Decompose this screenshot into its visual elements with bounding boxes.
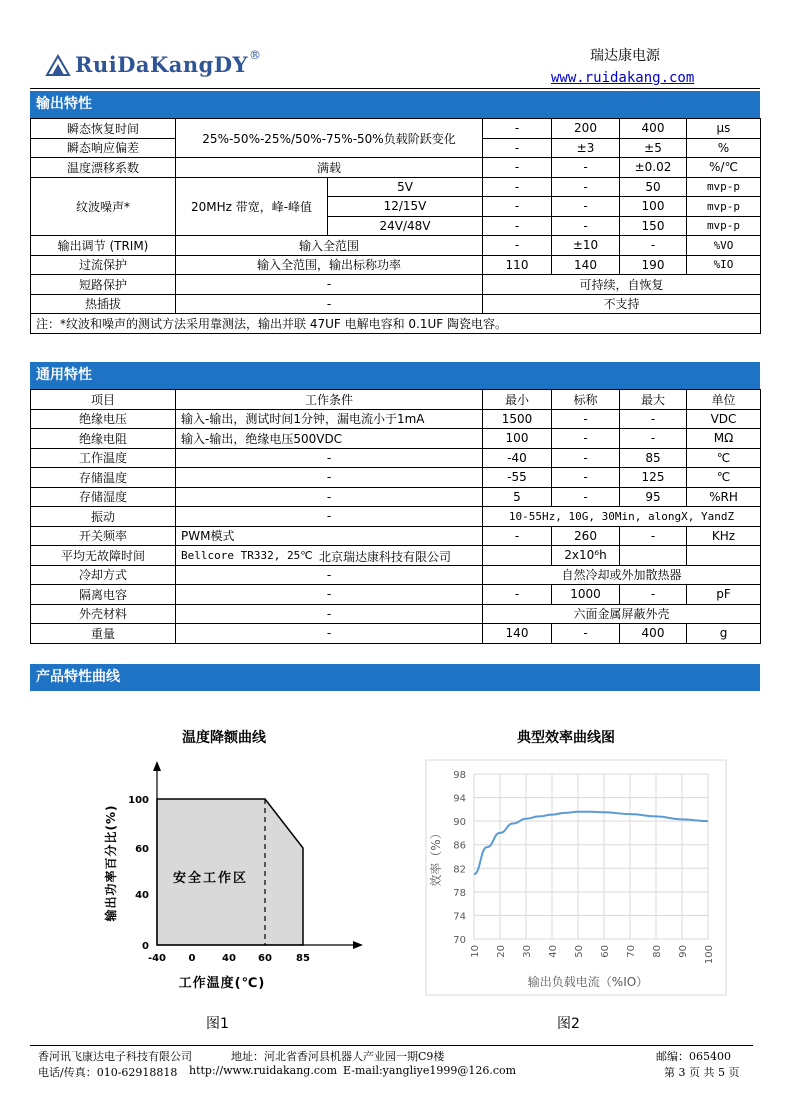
chart-frame bbox=[426, 760, 726, 995]
y-tick-label: 90 bbox=[453, 817, 466, 829]
footer-divider bbox=[30, 1045, 753, 1046]
x-tick-label: 0 bbox=[188, 953, 196, 964]
logo-triangle-icon bbox=[45, 54, 71, 76]
table-row: 瞬态响应偏差 - ±3 ±5 % bbox=[31, 138, 761, 158]
footer-page-number: 第 3 页 共 5 页 bbox=[664, 1066, 740, 1079]
y-tick-label: 82 bbox=[453, 864, 466, 876]
table-row: 存储温度 - -55 - 125 ℃ bbox=[31, 468, 761, 488]
table-row: 绝缘电阻 输入-输出，绝缘电压500VDC 100 - - MΩ bbox=[31, 429, 761, 449]
table-row: 冷却方式 - 自然冷却或外加散热器 bbox=[31, 565, 761, 585]
table-row: 重量 - 140 - 400 g bbox=[31, 624, 761, 644]
table-row: 温度漂移系数 满载 - - ±0.02 %/℃ bbox=[31, 158, 761, 178]
y-tick-label: 98 bbox=[453, 770, 466, 781]
efficiency-x-axis-label: 输出负载电流（%IO） bbox=[527, 975, 649, 989]
y-tick-label: 40 bbox=[135, 890, 149, 901]
efficiency-y-axis-label: 效率（%） bbox=[429, 827, 443, 887]
table-row: 过流保护 输入全范围，输出标称功率 110 140 190 %IO bbox=[31, 255, 761, 275]
website-link[interactable]: www.ruidakang.com bbox=[551, 70, 695, 86]
table-row: 平均无故障时间 Bellcore TR332, 25℃ 北京瑞达康科技有限公司 2x10⁶h bbox=[31, 546, 761, 566]
table-row: 12/15V - - 100 mvp-p bbox=[31, 197, 761, 217]
safe-area-label: 安全工作区 bbox=[173, 871, 249, 886]
y-tick-label: 78 bbox=[453, 887, 466, 899]
output-spec-table bbox=[30, 118, 761, 334]
header-divider bbox=[30, 88, 760, 89]
y-tick-label: 86 bbox=[453, 840, 466, 852]
derating-x-axis-label: 工作温度(℃) bbox=[178, 976, 266, 991]
table-note-row bbox=[31, 314, 761, 334]
y-tick-label: 60 bbox=[135, 844, 149, 855]
table-row: 短路保护 - 可持续，自恢复 bbox=[31, 275, 761, 295]
derating-chart bbox=[95, 755, 395, 1015]
y-axis-arrow-icon bbox=[153, 761, 161, 771]
efficiency-chart-title: 典型效率曲线图 bbox=[517, 730, 615, 746]
brand-name: RuiDaKangDY bbox=[75, 52, 249, 77]
figure-1-label: 图1 bbox=[206, 1016, 229, 1032]
figure-2-label: 图2 bbox=[557, 1016, 580, 1032]
table-note: 注：*纹波和噪声的测试方法采用靠测法，输出并联 47UF 电解电容和 0.1UF 陶瓷电容。 bbox=[31, 314, 761, 334]
x-axis-arrow-icon bbox=[353, 941, 363, 949]
footer-company: 香河讯飞康达电子科技有限公司 bbox=[38, 1050, 192, 1063]
x-tick-label: 60 bbox=[600, 945, 611, 958]
table-row: 隔离电容 - - 1000 - pF bbox=[31, 585, 761, 605]
footer-postcode: 邮编：065400 bbox=[656, 1050, 731, 1063]
registered-mark: ® bbox=[249, 47, 262, 62]
x-tick-label: 30 bbox=[522, 945, 533, 958]
y-tick-label: 0 bbox=[142, 941, 149, 952]
x-tick-label: 10 bbox=[470, 945, 481, 958]
table-row: 瞬态恢复时间 25%-50%-25%/50%-75%-50%负载阶跃变化 - 200 400 μs bbox=[31, 119, 761, 139]
y-tick-label: 74 bbox=[453, 911, 466, 923]
y-tick-label: 100 bbox=[128, 795, 149, 806]
table-header-row: 项目 工作条件 最小 标称 最大 单位 bbox=[31, 390, 761, 410]
y-tick-label: 94 bbox=[453, 793, 466, 805]
x-tick-label: -40 bbox=[147, 953, 167, 964]
table-row: 绝缘电压 输入-输出，测试时间1分钟，漏电流小于1mA 1500 - - VDC bbox=[31, 409, 761, 429]
table-row: 外壳材料 - 六面金属屏蔽外壳 bbox=[31, 604, 761, 624]
y-tick-label: 70 bbox=[453, 935, 466, 946]
footer-website[interactable]: http://www.ruidakang.com bbox=[189, 1064, 338, 1077]
x-tick-label: 60 bbox=[258, 953, 272, 964]
derating-chart-title: 温度降额曲线 bbox=[182, 730, 266, 746]
x-tick-label: 50 bbox=[574, 945, 585, 958]
x-tick-label: 20 bbox=[496, 945, 507, 958]
general-spec-table bbox=[30, 389, 761, 644]
x-tick-label: 100 bbox=[704, 945, 715, 965]
efficiency-chart bbox=[426, 760, 726, 1000]
curves-section-title: 产品特性曲线 bbox=[30, 664, 760, 691]
x-tick-label: 80 bbox=[652, 945, 663, 958]
output-section-title: 输出特性 bbox=[30, 91, 760, 118]
x-tick-label: 90 bbox=[678, 945, 689, 958]
company-name: 瑞达康电源 bbox=[590, 48, 660, 64]
table-row: 振动 - 10-55Hz, 10G, 30Min, alongX, YandZ bbox=[31, 507, 761, 527]
table-row: 纹波噪声* 20MHz 带宽，峰-峰值 5V - - 50 mvp-p bbox=[31, 177, 761, 197]
x-tick-label: 70 bbox=[626, 945, 637, 958]
table-row: 输出调节 (TRIM) 输入全范围 - ±10 - %VO bbox=[31, 236, 761, 256]
table-row: 开关频率 PWM模式 - 260 - KHz bbox=[31, 526, 761, 546]
footer-email[interactable]: E-mail:yangliye1999@126.com bbox=[343, 1064, 517, 1077]
table-row: 工作温度 - -40 - 85 ℃ bbox=[31, 448, 761, 468]
derating-y-axis-label: 输出功率百分比(%) bbox=[104, 804, 118, 922]
footer-address: 地址：河北省香河县机器人产业园一期C9楼 bbox=[231, 1050, 445, 1063]
footer-phone: 电话/传真：010-62918818 bbox=[38, 1066, 178, 1079]
x-tick-label: 40 bbox=[222, 953, 236, 964]
table-row: 热插拔 - 不支持 bbox=[31, 294, 761, 314]
table-row: 存储湿度 - 5 - 95 %RH bbox=[31, 487, 761, 507]
overlay-watermark-text: 北京瑞达康科技有限公司 bbox=[319, 550, 452, 564]
x-tick-label: 40 bbox=[548, 945, 559, 958]
brand-logo bbox=[45, 47, 262, 77]
x-tick-label: 85 bbox=[296, 953, 310, 964]
table-row: 24V/48V - - 150 mvp-p bbox=[31, 216, 761, 236]
general-section-title: 通用特性 bbox=[30, 362, 760, 389]
